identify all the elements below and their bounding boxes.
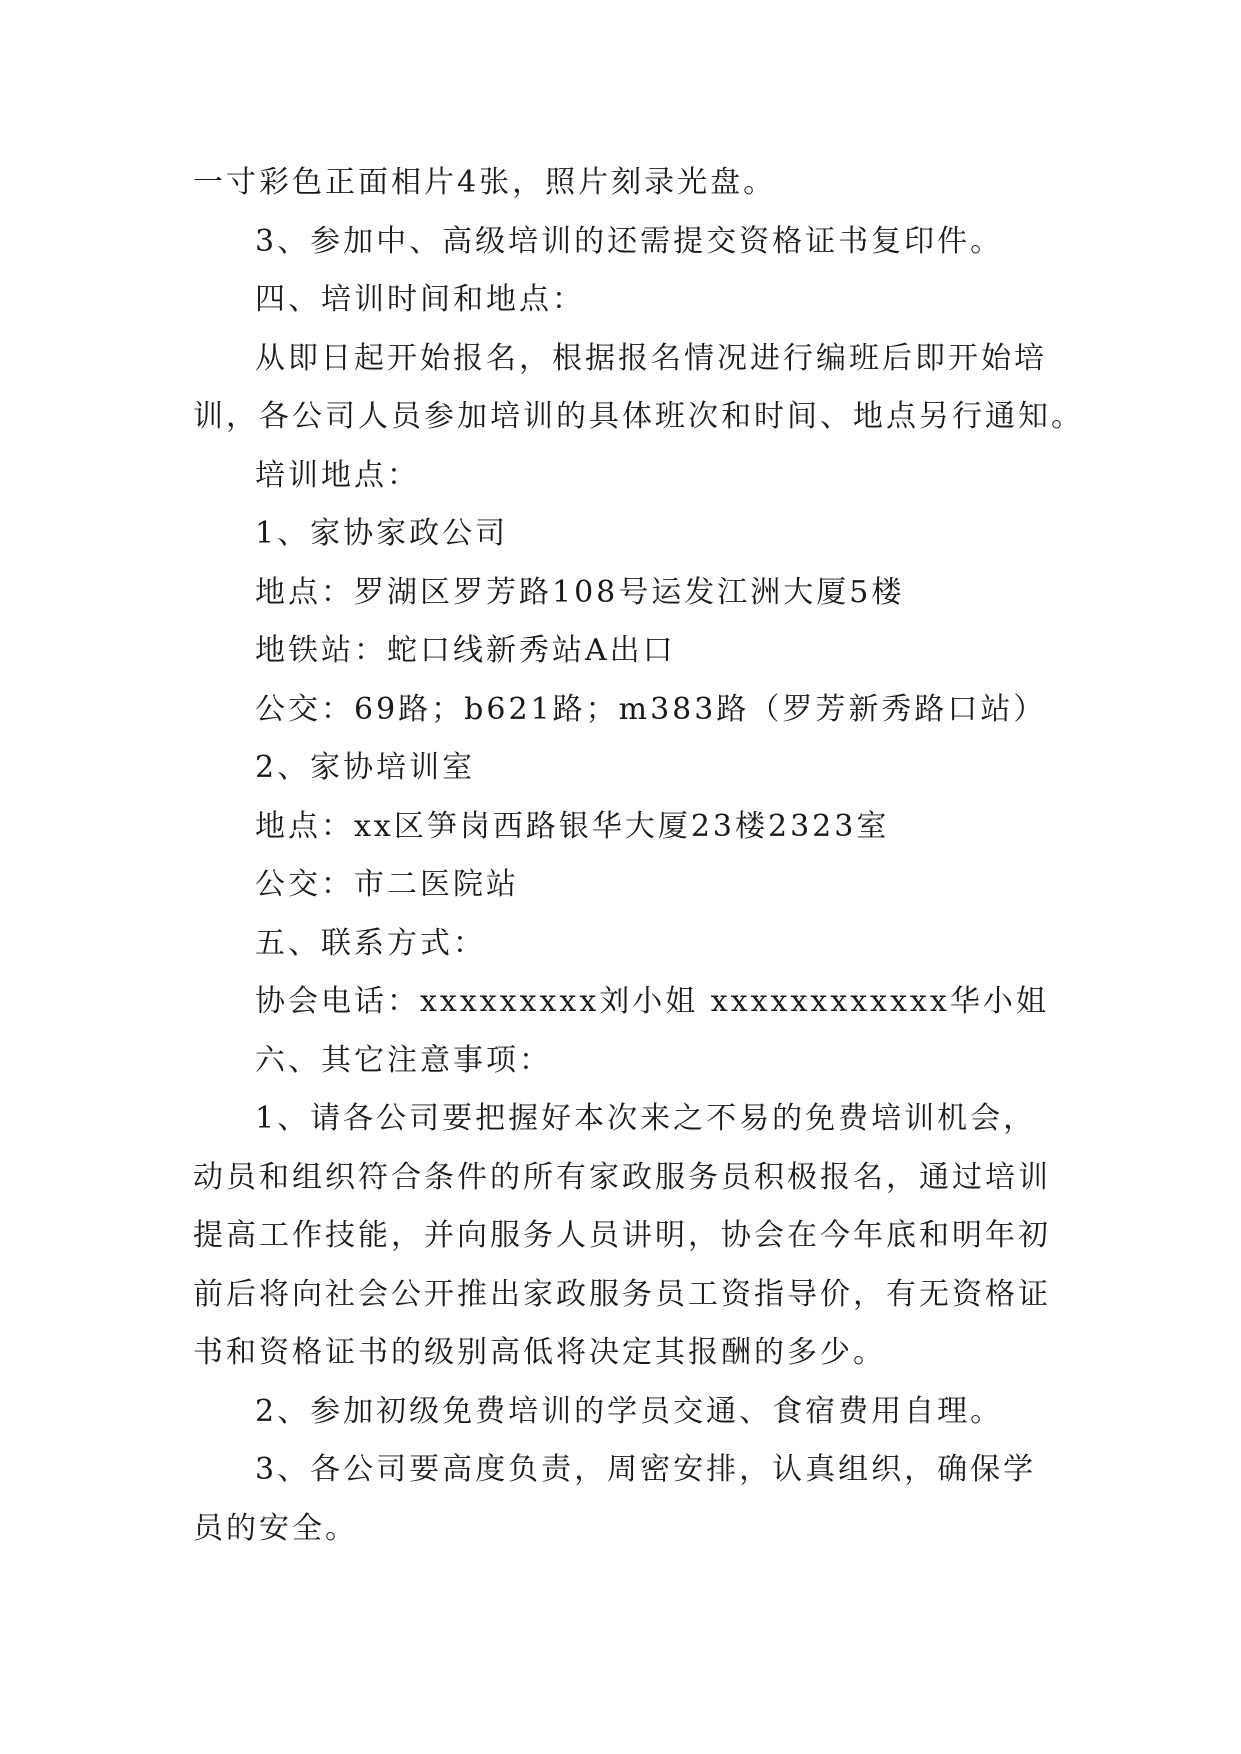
section-heading-notes: 六、其它注意事项： bbox=[255, 1042, 552, 1078]
section-heading-contact: 五、联系方式： bbox=[255, 925, 486, 961]
note-3-line-2: 员的安全。 bbox=[193, 1510, 358, 1546]
location-1-name: 1、家协家政公司 bbox=[255, 516, 509, 551]
section-heading-time-location: 四、培训时间和地点： bbox=[255, 282, 585, 317]
contact-phone: 协会电话：xxxxxxxxx刘小姐 xxxxxxxxxxxx华小姐 bbox=[255, 984, 1049, 1019]
location-1-subway: 地铁站：蛇口线新秀站A出口 bbox=[255, 633, 676, 668]
location-2-name: 2、家协培训室 bbox=[255, 750, 476, 785]
text-line-certificate-copy: 3、参加中、高级培训的还需提交资格证书复印件。 bbox=[255, 223, 1004, 259]
text-line-photo-requirement: 一寸彩色正面相片4张，照片刻录光盘。 bbox=[193, 165, 777, 200]
note-1-line-2: 动员和组织符合条件的所有家政服务员积极报名，通过培训 bbox=[193, 1159, 1051, 1195]
location-2-address: 地点：xx区笋岗西路银华大厦23楼2323室 bbox=[255, 808, 890, 844]
text-line-registration-cont: 训，各公司人员参加培训的具体班次和时间、地点另行通知。 bbox=[193, 399, 1084, 434]
location-1-address: 地点：罗湖区罗芳路108号运发江洲大厦5楼 bbox=[255, 574, 905, 610]
note-1-line-3: 提高工作技能，并向服务人员讲明，协会在今年底和明年初 bbox=[193, 1218, 1051, 1253]
document-body bbox=[193, 154, 1084, 1558]
text-line-registration: 从即日起开始报名，根据报名情况进行编班后即开始培 bbox=[255, 340, 1047, 376]
location-2-bus: 公交：市二医院站 bbox=[255, 867, 519, 902]
subheading-training-location: 培训地点： bbox=[255, 457, 420, 493]
note-1-line-1: 1、请各公司要把握好本次来之不易的免费培训机会， bbox=[255, 1101, 1037, 1136]
note-1-line-5: 书和资格证书的级别高低将决定其报酬的多少。 bbox=[193, 1335, 886, 1370]
note-1-line-4: 前后将向社会公开推出家政服务员工资指导价，有无资格证 bbox=[193, 1276, 1051, 1312]
note-2: 2、参加初级免费培训的学员交通、食宿费用自理。 bbox=[255, 1393, 1004, 1429]
note-3-line-1: 3、各公司要高度负责，周密安排，认真组织，确保学 bbox=[255, 1452, 1037, 1487]
location-1-bus: 公交：69路；b621路；m383路（罗芳新秀路口站） bbox=[255, 691, 1047, 727]
